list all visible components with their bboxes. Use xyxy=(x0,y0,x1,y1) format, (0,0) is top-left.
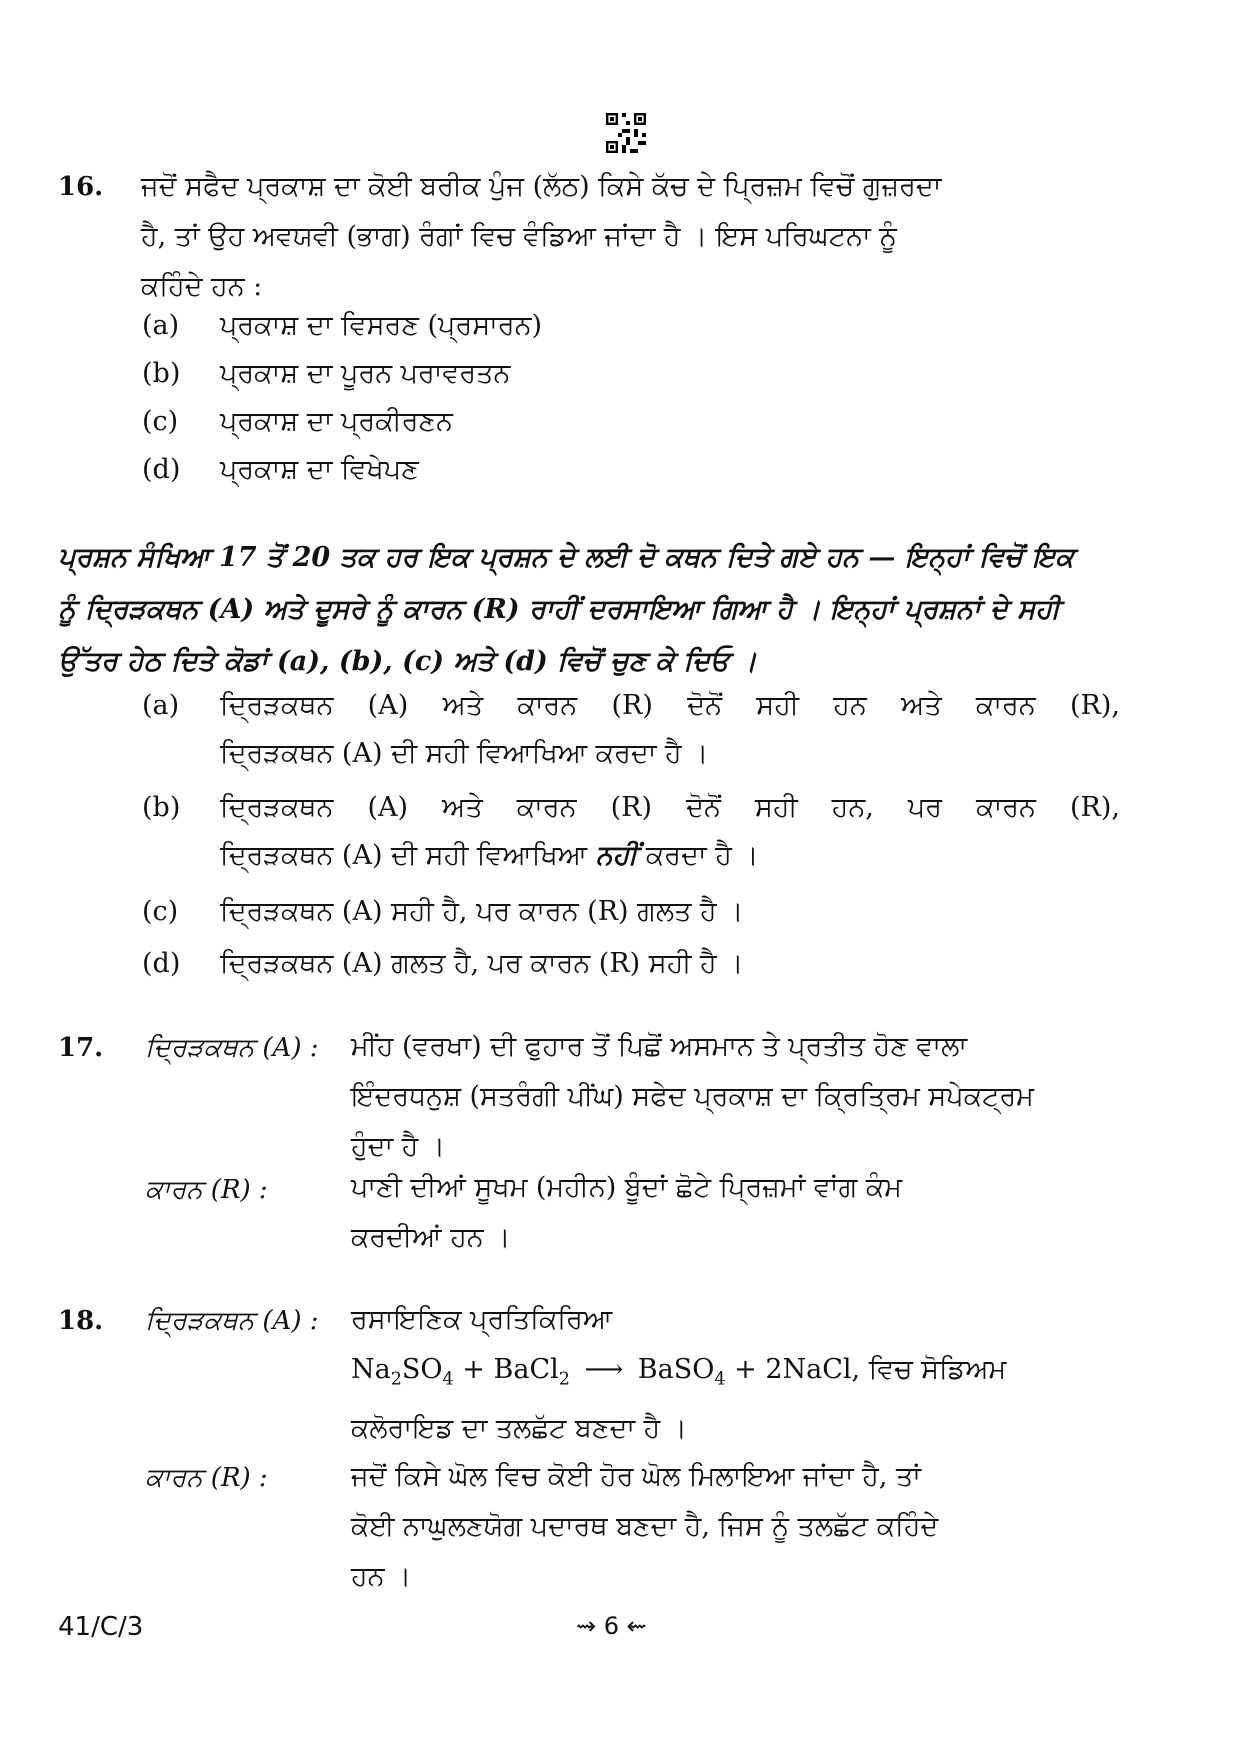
reason-line: ਕੋਈ ਨਾਘੁਲਣਯੋਗ ਪਦਾਰਥ ਬਣਦਾ ਹੈ, ਜਿਸ ਨੂੰ ਤਲਛੱਟ ਕਹਿੰਦੇ xyxy=(351,1511,939,1542)
option-text: ਪ੍ਰਕਾਸ਼ ਦਾ ਵਿਖੇਪਣ xyxy=(220,454,419,485)
instruction-line: ਨੂੰ ਦ੍ਰਿੜਕਥਨ (A) ਅਤੇ ਦੂਸਰੇ ਨੂੰ ਕਾਰਨ (R) ਰਾਹੀਂ ਦਰਸਾਇਆ ਗਿਆ ਹੈ । ਇਨ੍ਹਾਂ ਪ੍ਰਸ਼ਨਾਂ ਦੇ ਸਹੀ xyxy=(58,594,1060,625)
assertion-line: ਰਸਾਇਣਿਕ ਪ੍ਰਤਿਕਿਰਿਆ xyxy=(351,1304,613,1335)
reason-line: ਕਰਦੀਆਂ ਹਨ । xyxy=(351,1222,511,1253)
plus-sign: + xyxy=(462,1354,485,1385)
code-text: ਦ੍ਰਿੜਕਥਨ (A) ਸਹੀ ਹੈ, ਪਰ ਕਾਰਨ (R) ਗਲਤ ਹੈ । xyxy=(220,896,744,927)
code-text: ਦ੍ਰਿੜਕਥਨ (A) ਦੀ ਸਹੀ ਵਿਆਖਿਆ xyxy=(220,840,588,871)
code-text: ਦ੍ਰਿੜਕਥਨ (A) ਦੀ ਸਹੀ ਵਿਆਖਿਆ ਕਰਦਾ ਹੈ । xyxy=(220,738,709,769)
reason-line: ਹਨ । xyxy=(351,1561,412,1592)
q18-reason-text xyxy=(351,1452,1119,1602)
code-label: (b) xyxy=(142,792,181,823)
q17-assertion-text xyxy=(351,1022,1119,1172)
option-text: ਪ੍ਰਕਾਸ਼ ਦਾ ਪ੍ਰਕੀਰਣਨ xyxy=(220,406,453,437)
code-b xyxy=(142,792,1120,872)
option-label: (c) xyxy=(142,406,179,437)
question-16-text xyxy=(141,162,1119,312)
q17-reason-label: ਕਾਰਨ (R) : xyxy=(145,1175,268,1205)
instruction-line: ਪ੍ਰਸ਼ਨ ਸੰਖਿਆ 17 ਤੋਂ 20 ਤਕ ਹਰ ਇਕ ਪ੍ਰਸ਼ਨ ਦੇ ਲਈ ਦੋ ਕਥਨ ਦਿਤੇ ਗਏ ਹਨ — ਇਨ੍ਹਾਂ ਵਿਚੋਂ ਇਕ xyxy=(58,542,1074,573)
emphasis-not: ਨਹੀਂ xyxy=(595,840,638,871)
option-label: (b) xyxy=(142,358,181,389)
q16-option-a xyxy=(142,310,542,342)
q18-assertion-text xyxy=(351,1295,1119,1454)
code-text: ਦ੍ਰਿੜਕਥਨ (A) ਅਤੇ ਕਾਰਨ (R) ਦੋਨੋਂ ਸਹੀ ਹਨ, ਪਰ ਕਾਰਨ (R), xyxy=(220,792,1120,823)
chemical-equation-line xyxy=(351,1345,1119,1404)
code-text-line2 xyxy=(220,840,1120,872)
option-label: (d) xyxy=(142,454,181,485)
assertion-suffix: ਵਿਚ ਸੋਡਿਅਮ xyxy=(868,1354,1007,1385)
product-1: BaSO$_4$ xyxy=(637,1354,726,1390)
question-17-number: 17. xyxy=(58,1033,104,1063)
qr-code-icon xyxy=(606,113,646,153)
question-16-number: 16. xyxy=(58,172,104,202)
reason-line: ਪਾਣੀ ਦੀਆਂ ਸੂਖਮ (ਮਹੀਨ) ਬੂੰਦਾਂ ਛੋਟੇ ਪ੍ਰਿਜ਼ਮਾਂ ਵਾਂਗ ਕੰਮ xyxy=(351,1172,902,1203)
option-label: (a) xyxy=(142,310,180,341)
code-label: (a) xyxy=(142,690,180,721)
product-2: 2NaCl, xyxy=(765,1354,861,1385)
reason-line: ਜਦੋਂ ਕਿਸੇ ਘੋਲ ਵਿਚ ਕੋਈ ਹੋਰ ਘੋਲ ਮਿਲਾਇਆ ਜਾਂਦਾ ਹੈ, ਤਾਂ xyxy=(351,1461,921,1492)
code-c xyxy=(142,896,743,928)
question-16-line: ਹੈ, ਤਾਂ ਉਹ ਅਵਯਵੀ (ਭਾਗ) ਰੰਗਾਂ ਵਿਚ ਵੰਡਿਆ ਜਾਂਦਾ ਹੈ । ਇਸ ਪਰਿਘਟਨਾ ਨੂੰ xyxy=(141,221,897,252)
q17-assertion-label: ਦ੍ਰਿੜਕਥਨ (A) : xyxy=(145,1033,319,1063)
paper-code: 41/C/3 xyxy=(58,1612,144,1642)
q16-option-c xyxy=(142,406,453,438)
q16-option-b xyxy=(142,358,510,390)
instruction-line: ਉੱਤਰ ਹੇਠ ਦਿਤੇ ਕੋਡਾਂ (a), (b), (c) ਅਤੇ (d) ਵਿਚੋਂ ਚੁਣ ਕੇ ਦਿਓ । xyxy=(58,646,757,677)
question-18-number: 18. xyxy=(58,1306,104,1336)
reaction-arrow-icon: ⟶ xyxy=(584,1354,624,1385)
assertion-line: ਕਲੋਰਾਇਡ ਦਾ ਤਲਛੱਟ ਬਣਦਾ ਹੈ । xyxy=(351,1413,687,1445)
code-text: ਦ੍ਰਿੜਕਥਨ (A) ਅਤੇ ਕਾਰਨ (R) ਦੋਨੋਂ ਸਹੀ ਹਨ ਅਤੇ ਕਾਰਨ (R), xyxy=(220,690,1120,721)
question-16-line: ਕਹਿੰਦੇ ਹਨ : xyxy=(141,271,263,302)
code-d xyxy=(142,948,743,980)
reactant-1: $Na_2SO_4$ xyxy=(351,1354,454,1390)
assertion-line: ਇੰਦਰਧਨੁਸ਼ (ਸਤਰੰਗੀ ਪੀਂਘ) ਸਫੇਦ ਪ੍ਰਕਾਸ਼ ਦਾ ਕ੍ਰਿਤ੍ਰਿਮ ਸਪੇਕਟ੍ਰਮ xyxy=(351,1081,1034,1112)
option-text: ਪ੍ਰਕਾਸ਼ ਦਾ ਵਿਸਰਣ (ਪ੍ਰਸਾਰਨ) xyxy=(220,310,543,341)
reactant-2: BaCl$_2$ xyxy=(493,1354,570,1390)
code-text: ਦ੍ਰਿੜਕਥਨ (A) ਗਲਤ ਹੈ, ਪਰ ਕਾਰਨ (R) ਸਹੀ ਹੈ । xyxy=(220,948,744,979)
code-label: (d) xyxy=(142,948,181,979)
assertion-line: ਮੀਂਹ (ਵਰਖਾ) ਦੀ ਫੁਹਾਰ ਤੋਂ ਪਿਛੋਂ ਅਸਮਾਨ ਤੇ ਪ੍ਰਤੀਤ ਹੋਣ ਵਾਲਾ xyxy=(351,1031,968,1062)
assertion-line: ਹੁੰਦਾ ਹੈ । xyxy=(351,1131,446,1162)
assertion-reason-instructions xyxy=(58,532,1118,688)
page-number: ⇝ 6 ⇜ xyxy=(576,1612,647,1640)
code-label: (c) xyxy=(142,896,179,927)
code-text: ਕਰਦਾ ਹੈ । xyxy=(645,840,759,871)
q16-option-d xyxy=(142,454,419,486)
q18-assertion-label: ਦ੍ਰਿੜਕਥਨ (A) : xyxy=(145,1306,319,1336)
q18-reason-label: ਕਾਰਨ (R) : xyxy=(145,1463,268,1493)
q17-reason-text xyxy=(351,1163,1119,1263)
question-16-line: ਜਦੋਂ ਸਫੈਦ ਪ੍ਰਕਾਸ਼ ਦਾ ਕੋਈ ਬਰੀਕ ਪੁੰਜ (ਲੱਠ) ਕਿਸੇ ਕੱਚ ਦੇ ਪ੍ਰਿਜ਼ਮ ਵਿਚੋਂ ਗੁਜ਼ਰਦਾ xyxy=(141,171,942,202)
plus-sign: + xyxy=(734,1354,757,1385)
option-text: ਪ੍ਰਕਾਸ਼ ਦਾ ਪੂਰਨ ਪਰਾਵਰਤਨ xyxy=(220,358,511,389)
code-a xyxy=(142,690,1120,770)
